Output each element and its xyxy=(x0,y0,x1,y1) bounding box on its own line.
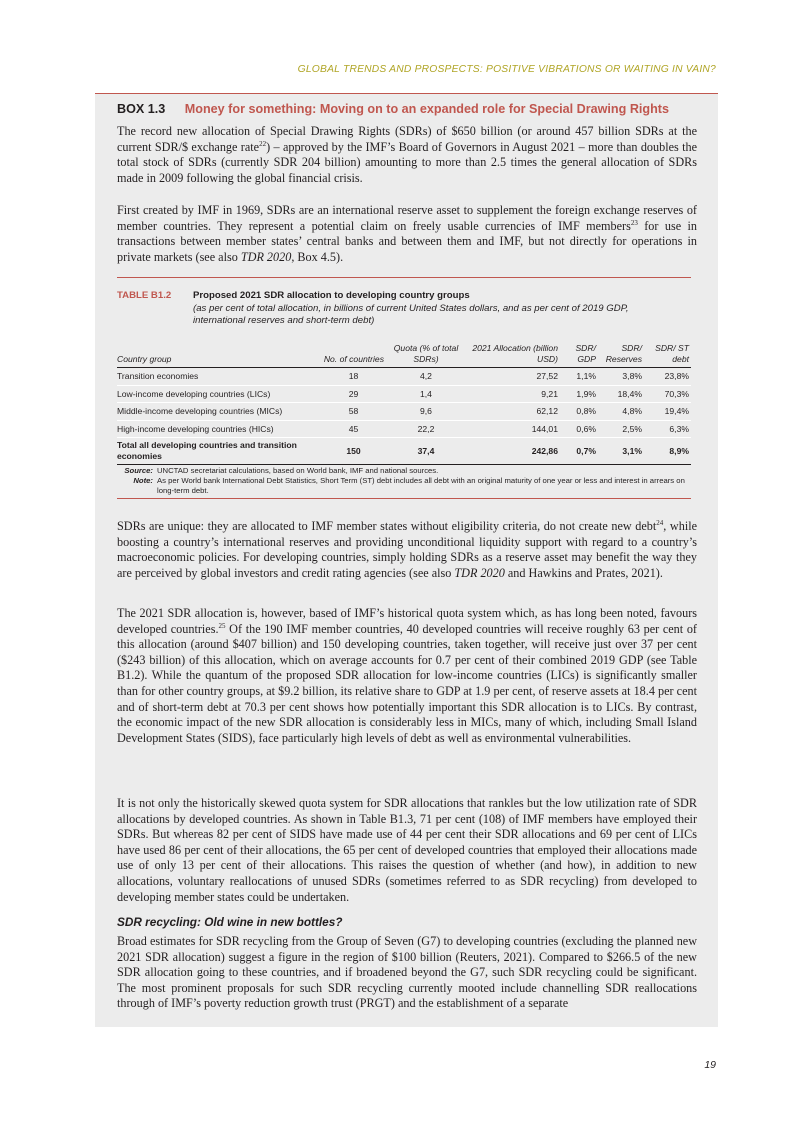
cell-allocation: 62,12 xyxy=(468,403,560,421)
cell-quota: 9,6 xyxy=(386,403,468,421)
table-row xyxy=(117,385,691,403)
footnote-ref-23: 23 xyxy=(630,218,638,227)
table-header-row xyxy=(117,339,691,368)
box-title: Money for something: Moving on to an expanded role for Special Drawing Rights xyxy=(184,102,669,116)
cell-group: Transition economies xyxy=(117,368,323,386)
cell-allocation: 242,86 xyxy=(468,438,560,465)
cell-countries: 45 xyxy=(323,420,386,438)
table-row xyxy=(117,403,691,421)
footnote-ref-22: 22 xyxy=(259,139,267,148)
box-1-3 xyxy=(95,93,718,1027)
source-text: UNCTAD secretariat calculations, based on World bank, IMF and national sources. xyxy=(157,466,439,475)
box-label: BOX 1.3 xyxy=(117,102,166,116)
paragraph-4: The 2021 SDR allocation is, however, based of IMF’s historical quota system which, as has long been noted, favours developed countries.$^{25}$ Of the 190 IMF member countries, 40 developed countries will receive roughly 63 per cent of this allocation (around $407 billion) and 150 developing countries, taken together, will receive just over 37 per cent ($243 billion) of this allocation, which on average accounts for 0.7 per cent of their combined 2019 GDP (see Table B1.2). While the quantum of the proposed SDR allocation for low-income countries (LICs) is significantly smaller than for other country groups, at $9.2 billion, its relative share to GDP at 1.9 per cent, of reserve assets at 18.4 per cent and of short-term debt at 70.3 per cent shows how potentially important this SDR allocation is to LICs. By contrast, the economic impact of the new SDR allocation is considerably less in MICs, many of which, including Small Island Development States (SIDS), face particularly high levels of debt as well as environmental vulnerabilities. xyxy=(117,606,697,745)
col-country-group: Country group xyxy=(117,354,172,364)
cell-quota: 1,4 xyxy=(386,385,468,403)
paragraph-5: It is not only the historically skewed quota system for SDR allocations that rankles but the low utilization rate of SDR allocations by developed countries. As shown in Table B1.3, 71 per cent (108) of IMF members have employed their SDRs. But whereas 82 per cent of SIDS have made use of 44 per cent their SDR allocations and 69 per cent of LICs have used 86 per cent of their allocations, the 65 per cent of developed countries that employed their allocations made use of only 13 per cent of their allocations. This raises the question of whether (and how), in addition to new allocations, voluntary reallocations of unused SDRs (sometimes referred to as SDR recycling) from developed to developing member states could be undertaken. xyxy=(117,796,697,904)
cell-group: Low-income developing countries (LICs) xyxy=(117,385,323,403)
cell-quota: 22,2 xyxy=(386,420,468,438)
cell-countries: 18 xyxy=(323,368,386,386)
cell-sdr-reserves: 4,8% xyxy=(598,403,644,421)
cell-sdr-reserves: 18,4% xyxy=(598,385,644,403)
table-subtitle: (as per cent of total allocation, in billions of current United States dollars, and as per cent of 2019 GDP, international reserves and short-term debt) xyxy=(193,303,629,326)
table-bottom-rule xyxy=(117,498,691,499)
cell-countries: 150 xyxy=(323,438,386,465)
cell-countries: 58 xyxy=(323,403,386,421)
cell-sdr-reserves: 2,5% xyxy=(598,420,644,438)
table-row xyxy=(117,368,691,386)
cell-group: High-income developing countries (HICs) xyxy=(117,420,323,438)
cell-allocation: 9,21 xyxy=(468,385,560,403)
cell-sdr-gdp: 1,1% xyxy=(560,368,598,386)
paragraph-3: SDRs are unique: they are allocated to IMF member states without eligibility criteria, do not create new debt$^{24}$, while boosting a country’s international reserves and providing unconditional liquidity support with regard to a country’s macroeconomic policies. For developing countries, simply holding SDRs as a reserve asset may benefit the way they are perceived by global investors and credit rating agencies (see also TDR 2020 and Hawkins and Prates, 2021). xyxy=(117,518,697,580)
col-sdr-st-debt: SDR/ ST debt xyxy=(655,343,689,364)
cell-sdr-gdp: 0,6% xyxy=(560,420,598,438)
table-top-rule xyxy=(117,277,691,278)
box-heading xyxy=(117,102,669,116)
box-top-rule xyxy=(95,93,718,94)
table-row xyxy=(117,420,691,438)
cell-sdr-st-debt: 70,3% xyxy=(644,385,691,403)
paragraph-2: First created by IMF in 1969, SDRs are an international reserve asset to supplement the foreign exchange reserves of member countries. They represent a potential claim on freely usable currencies of IMF members$^{23}$ for use in transactions between member states’ central banks and between them and IMF, but not directly for operations in private markets (see also TDR 2020, Box 4.5). xyxy=(117,203,697,264)
col-sdr-reserves: SDR/ Reserves xyxy=(605,343,642,364)
col-sdr-gdp: SDR/ GDP xyxy=(575,343,596,364)
cell-sdr-reserves: 3,8% xyxy=(598,368,644,386)
cell-sdr-st-debt: 19,4% xyxy=(644,403,691,421)
cell-sdr-gdp: 0,8% xyxy=(560,403,598,421)
running-header: GLOBAL TRENDS AND PROSPECTS: POSITIVE VIBRATIONS OR WAITING IN VAIN? xyxy=(297,64,716,75)
col-no-of-countries: No. of countries xyxy=(323,354,384,364)
table-title: Proposed 2021 SDR allocation to developing country groups xyxy=(193,290,470,301)
footnote-ref-24: 24 xyxy=(656,518,664,527)
section-subheading: SDR recycling: Old wine in new bottles? xyxy=(117,915,343,929)
footnote-ref-25: 25 xyxy=(218,621,226,630)
cell-group: Middle-income developing countries (MICs) xyxy=(117,403,323,421)
note-text: As per World bank International Debt Statistics, Short Term (ST) debt includes all debt with an original maturity of one year or less and interest in arrears on long-term debt. xyxy=(157,476,685,495)
cell-allocation: 27,52 xyxy=(468,368,560,386)
cell-allocation: 144,01 xyxy=(468,420,560,438)
cell-quota: 4,2 xyxy=(386,368,468,386)
note-label: Note: xyxy=(133,476,153,485)
cell-countries: 29 xyxy=(323,385,386,403)
source-label: Source: xyxy=(124,466,153,475)
table-label: TABLE B1.2 xyxy=(117,290,172,301)
cell-sdr-reserves: 3,1% xyxy=(598,438,644,465)
col-quota: Quota (% of total SDRs) xyxy=(393,343,459,364)
cell-sdr-st-debt: 8,9% xyxy=(644,438,691,465)
cell-sdr-st-debt: 23,8% xyxy=(644,368,691,386)
page-number: 19 xyxy=(704,1059,716,1071)
cell-sdr-gdp: 0,7% xyxy=(560,438,598,465)
cell-quota: 37,4 xyxy=(386,438,468,465)
paragraph-1: The record new allocation of Special Drawing Rights (SDRs) of $650 billion (or around 457 billion SDRs at the current SDR/$ exchange rate$^{22}$) – approved by the IMF’s Board of Governors in August 2021 – more than doubles the total stock of SDRs (currently SDR 204 billion) amounting to more than 2.5 times the general allocation of SDRs made in 2009 following the global financial crisis. xyxy=(117,124,697,185)
paragraph-6: Broad estimates for SDR recycling from the Group of Seven (G7) to developing countries (excluding the planned new 2021 SDR allocation) suggest a figure in the region of $100 billion (Reuters, 2021). Compared to $266.5 of the new SDR allocation going to these countries, and if broadened beyond the G7, such SDR recycling could be significant. The most prominent proposals for such SDR recycling currently mooted include channelling SDR reallocations through of IMF’s poverty reduction growth trust (PRGT) and the establishment of a separate xyxy=(117,934,697,1011)
cell-group: Total all developing countries and transition economies xyxy=(117,438,323,465)
cell-sdr-st-debt: 6,3% xyxy=(644,420,691,438)
table-notes xyxy=(117,466,697,496)
table-total-row xyxy=(117,438,691,465)
table-note xyxy=(117,476,697,496)
col-2021-allocation: 2021 Allocation (billion USD) xyxy=(472,343,558,364)
sdr-allocation-table xyxy=(117,339,691,465)
cell-sdr-gdp: 1,9% xyxy=(560,385,598,403)
table-source xyxy=(117,466,697,476)
